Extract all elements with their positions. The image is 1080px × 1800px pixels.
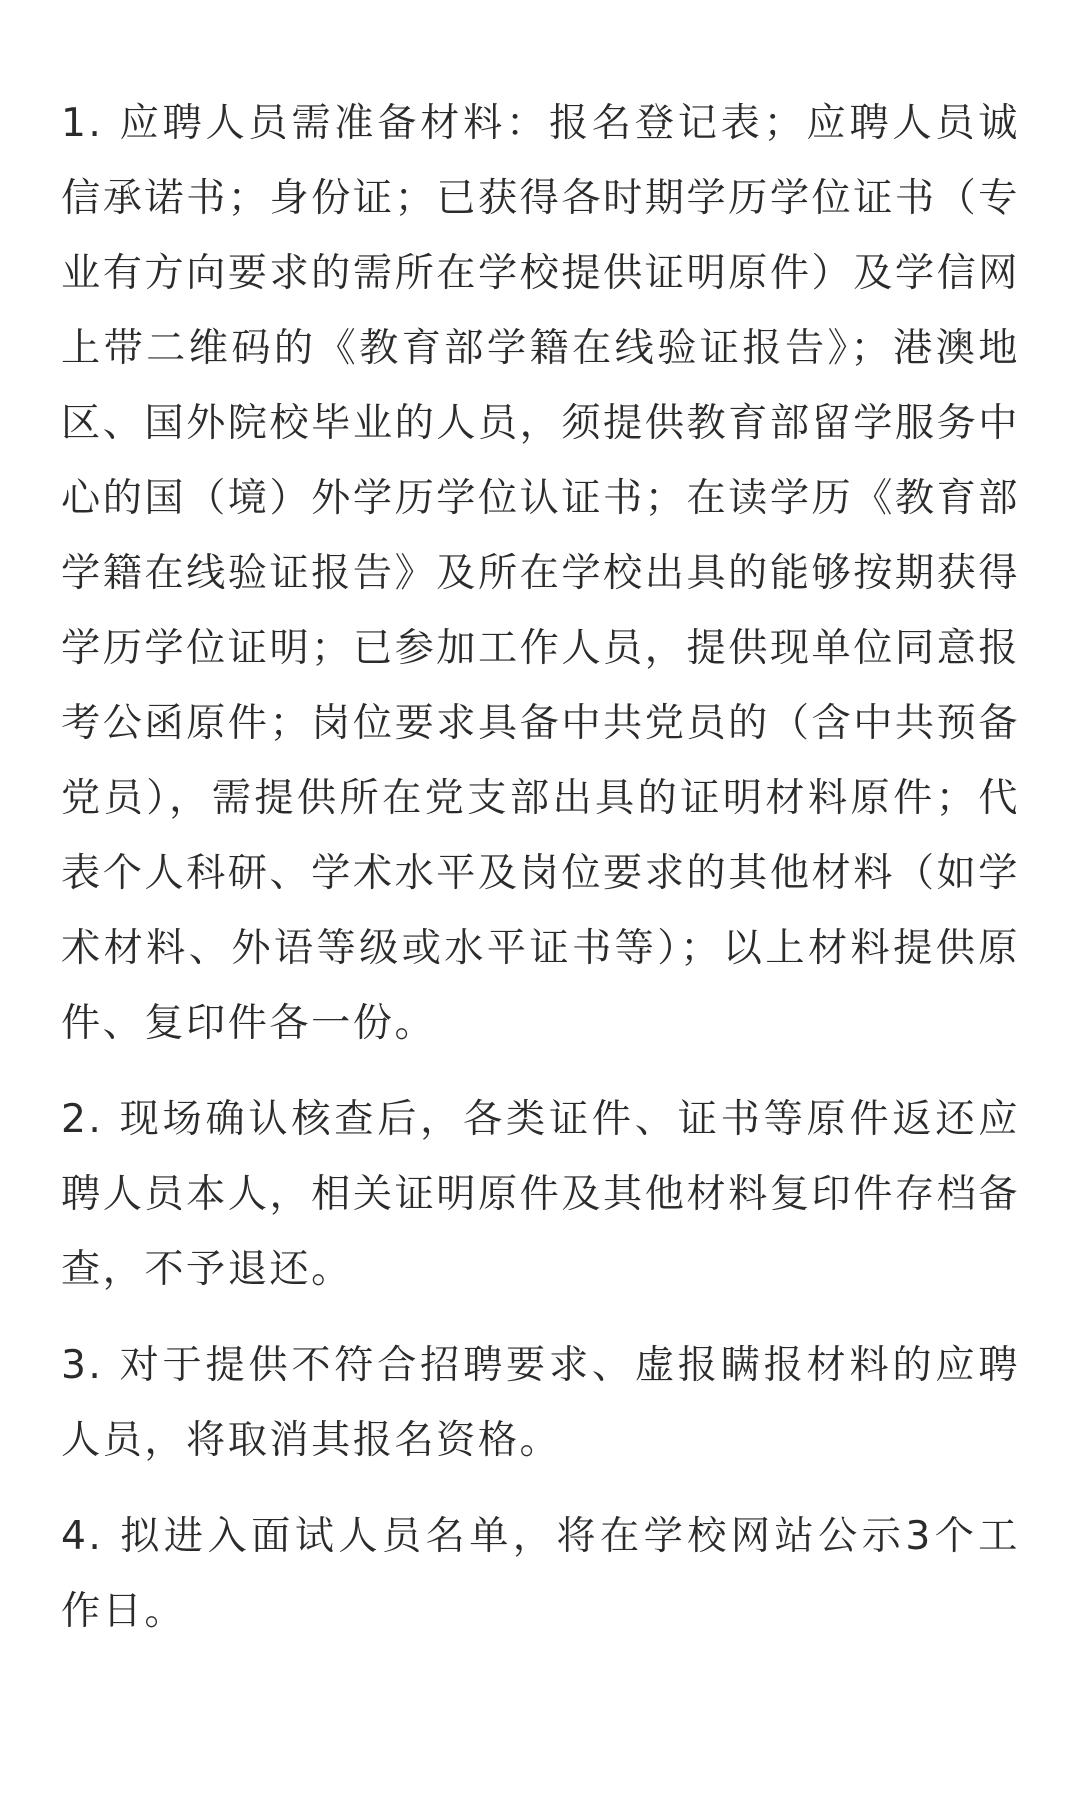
list-item: 2. 现场确认核查后，各类证件、证书等原件返还应聘人员本人，相关证明原件及其他材料复印件存档备查，不予退还。: [61, 1097, 1020, 1292]
list-item: 1. 应聘人员需准备材料：报名登记表；应聘人员诚信承诺书；身份证；已获得各时期学历学位证书（专业有方向要求的需所在学校提供证明原件）及学信网上带二维码的《教育部学籍在线验证报告》；港澳地区、国外院校毕业的人员，须提供教育部留学服务中心的国（境）外学历学位认证书；在读学历《教育部学籍在线验证报告》及所在学校出具的能够按期获得学历学位证明；已参加工作人员，提供现单位同意报考公函原件；岗位要求具备中共党员的（含中共预备党员），需提供所在党支部出具的证明材料原件；代表个人科研、学术水平及岗位要求的其他材料（如学术材料、外语等级或水平证书等）；以上材料提供原件、复印件各一份。: [61, 101, 1020, 1046]
list-item: 4. 拟进入面试人员名单，将在学校网站公示3个工作日。: [61, 1514, 1020, 1634]
list-item: 3. 对于提供不符合招聘要求、虚报瞒报材料的应聘人员，将取消其报名资格。: [61, 1343, 1020, 1463]
